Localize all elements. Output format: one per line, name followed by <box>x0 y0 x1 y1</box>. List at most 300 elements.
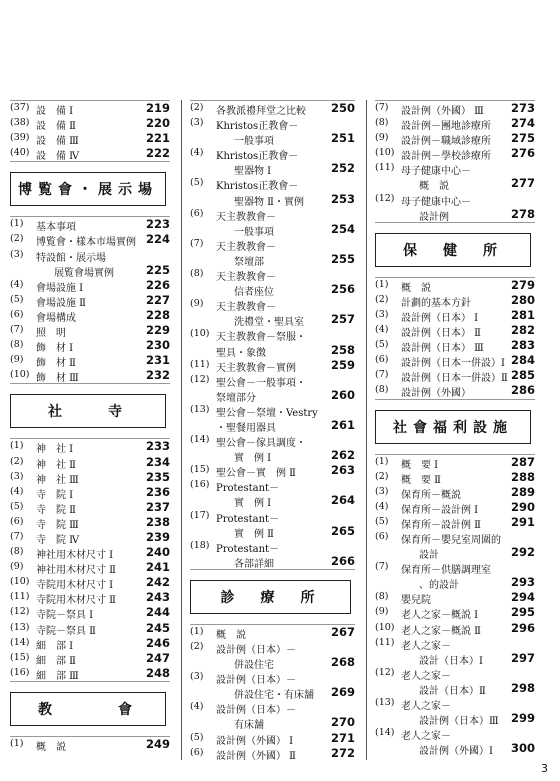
entry-page: 266 <box>330 553 355 568</box>
entry-title: 一般事項 <box>234 226 274 238</box>
entry-number: (6) <box>190 207 204 219</box>
section-heading: 社 寺 <box>10 394 166 428</box>
index-entry <box>375 383 535 398</box>
entry-title: 神社用木材尺寸 Ⅰ <box>36 550 114 562</box>
entry-title: Protestant－ <box>216 543 280 555</box>
index-entry <box>190 448 355 463</box>
index-entry <box>10 515 170 530</box>
entry-number: (9) <box>375 606 389 618</box>
entry-title: 神 社 Ⅰ <box>36 444 74 456</box>
entry-page: 294 <box>510 590 535 605</box>
entry-title: Khristos正教會－ <box>216 121 299 133</box>
entry-title: 祭壇部分 <box>216 392 256 404</box>
entry-title: 概 要 Ⅱ <box>401 474 441 486</box>
entry-number: (2) <box>190 102 204 113</box>
entry-number: (3) <box>190 117 204 129</box>
entry-title: 設計（日本）Ⅱ <box>419 685 486 697</box>
entry-number: (12) <box>10 606 30 618</box>
entry-number: (3) <box>375 485 389 497</box>
entry-page: 235 <box>145 469 170 484</box>
entry-title: 設 備 Ⅱ <box>36 121 76 133</box>
entry-page: 251 <box>330 131 355 146</box>
entry-page: 220 <box>145 116 170 131</box>
index-entry <box>10 737 170 752</box>
entry-number: (6) <box>375 530 389 542</box>
entry-title: 特設館・展示場 <box>36 252 106 264</box>
index-entry <box>190 478 355 493</box>
entry-number: (8) <box>375 591 389 603</box>
index-entry <box>375 116 535 131</box>
entry-number: (9) <box>375 132 389 144</box>
entry-title: 聖器物 Ⅱ・實例 <box>234 196 304 208</box>
entry-number: (1) <box>375 455 389 467</box>
index-entry <box>190 731 355 746</box>
entry-title: 展覧會場實例 <box>54 267 114 279</box>
entry-page: 225 <box>145 262 170 277</box>
index-entry <box>10 323 170 338</box>
index-entry <box>375 323 535 338</box>
entry-title: 概 説 <box>36 741 66 753</box>
entry-page: 287 <box>510 454 535 469</box>
entry-page: 222 <box>145 146 170 161</box>
entry-page: 236 <box>145 484 170 499</box>
entry-page: 264 <box>330 493 355 508</box>
entry-title: 設計例（日本） Ⅱ <box>401 328 481 340</box>
entry-number: (4) <box>375 500 389 512</box>
entry-title: 博覧會・樣本市場實例 <box>36 237 136 249</box>
index-column-1 <box>10 100 170 752</box>
entry-page: 282 <box>510 323 535 338</box>
entry-page: 275 <box>510 131 535 146</box>
entry-page: 249 <box>145 736 170 751</box>
section-heading: 保 健 所 <box>375 233 531 267</box>
entry-page: 274 <box>510 116 535 131</box>
index-entry <box>375 101 535 116</box>
entry-page: 283 <box>510 338 535 353</box>
entry-number: (1) <box>190 625 204 637</box>
entry-number: (3) <box>10 248 24 260</box>
entry-page: 259 <box>330 357 355 372</box>
entry-page: 221 <box>145 131 170 146</box>
index-entry <box>10 308 170 323</box>
section-heading: 教 會 <box>10 692 166 726</box>
entry-number: (3) <box>375 308 389 320</box>
entry-page: 253 <box>330 191 355 206</box>
index-entry <box>375 207 535 222</box>
entry-title: 寺 院 Ⅰ <box>36 489 74 501</box>
entry-page: 243 <box>145 590 170 605</box>
index-entry <box>190 655 355 670</box>
index-entry <box>190 554 355 569</box>
index-entry <box>375 308 535 323</box>
entry-title: 基本事項 <box>36 222 76 234</box>
index-entry <box>190 539 355 554</box>
entry-page: 223 <box>145 217 170 232</box>
entry-page: 292 <box>510 545 535 560</box>
entry-page: 247 <box>145 650 170 665</box>
index-entry <box>375 278 535 293</box>
entry-page: 290 <box>510 499 535 514</box>
entry-title: 保育所－概説 <box>401 489 461 501</box>
entry-number: (15) <box>190 464 210 476</box>
index-entry <box>375 146 535 161</box>
index-entry <box>10 101 170 116</box>
entry-page: 284 <box>510 353 535 368</box>
entry-title: Khristos正教會－ <box>216 181 299 193</box>
entry-number: (12) <box>375 192 395 204</box>
index-entry <box>10 590 170 605</box>
entry-title: 設計例（日本） Ⅲ <box>401 343 484 355</box>
index-entry <box>190 282 355 297</box>
index-entry <box>10 116 170 131</box>
entry-number: (18) <box>190 539 210 551</box>
index-entry <box>10 146 170 161</box>
index-entry <box>375 293 535 308</box>
entry-title: 寺 院 Ⅲ <box>36 519 79 531</box>
entry-title: 老人之家－概説 Ⅱ <box>401 625 481 637</box>
entry-page: 269 <box>330 685 355 700</box>
entry-number: (13) <box>190 403 210 415</box>
entry-number: (12) <box>375 666 395 678</box>
index-entry <box>190 267 355 282</box>
entry-title: 天主教教會－ <box>216 211 276 223</box>
entry-title: 設 備 Ⅰ <box>36 106 74 117</box>
entry-title: 神 社 Ⅲ <box>36 474 79 486</box>
index-entry <box>375 726 535 741</box>
index-entry <box>10 278 170 293</box>
entry-title: 信者座位 <box>234 287 274 299</box>
index-entry <box>375 666 535 681</box>
entry-page: 285 <box>510 368 535 383</box>
entry-title: 老人之家－ <box>401 701 451 712</box>
entry-title: 設計例（日本）－ <box>216 645 296 656</box>
entry-number: (2) <box>10 233 24 245</box>
entry-title: 聖公會－祭壇・Vestry <box>216 407 318 419</box>
entry-title: 各部詳細 <box>234 558 274 570</box>
entry-title: 設計例－團地診療所 <box>401 121 491 133</box>
entry-title: 天主教教會－實例 <box>216 362 296 374</box>
entry-title: 設 備 Ⅲ <box>36 136 79 148</box>
entry-number: (7) <box>375 561 389 573</box>
entry-number: (4) <box>375 324 389 336</box>
index-entry <box>375 368 535 383</box>
entry-page: 280 <box>510 292 535 307</box>
entry-title: 設計例 <box>419 211 449 223</box>
index-entry <box>10 651 170 666</box>
entry-title: 聖具・象徴 <box>216 347 266 359</box>
entry-number: (7) <box>10 324 24 336</box>
entry-title: 天主教教會－祭服・ <box>216 332 306 344</box>
entry-title: 設計例（日本）Ⅲ <box>419 716 499 728</box>
entry-page: 261 <box>330 417 355 432</box>
entry-title: 飾 材 Ⅱ <box>36 358 76 370</box>
entry-page: 278 <box>510 206 535 221</box>
index-entry <box>190 192 355 207</box>
entry-number: (10) <box>375 621 395 633</box>
section-rule <box>10 161 170 162</box>
entry-title: 老人之家－ <box>401 640 451 652</box>
entry-title: 設計例（外國） <box>401 388 471 400</box>
entry-page: 298 <box>510 680 535 695</box>
entry-title: 神社用木材尺寸 Ⅱ <box>36 565 116 577</box>
entry-title: 寺院用木材尺寸 Ⅱ <box>36 595 116 607</box>
entry-page: 250 <box>330 101 355 115</box>
index-entry <box>10 485 170 500</box>
index-entry <box>375 741 535 756</box>
index-entry <box>10 368 170 383</box>
index-column-2 <box>190 100 355 761</box>
entry-page: 300 <box>510 741 535 756</box>
entry-title: 寺 院 Ⅳ <box>36 534 80 546</box>
index-entry <box>375 560 535 575</box>
entry-number: (2) <box>375 470 389 482</box>
entry-page: 244 <box>145 605 170 620</box>
index-entry <box>10 131 170 146</box>
entry-number: (10) <box>10 576 30 588</box>
entry-number: (5) <box>375 515 389 527</box>
index-entry <box>190 327 355 342</box>
entry-page: 270 <box>330 715 355 730</box>
index-entry <box>190 101 355 116</box>
index-entry <box>375 131 535 146</box>
entry-title: 天主教教會－ <box>216 241 276 253</box>
entry-title: 聖器物 Ⅰ <box>234 166 272 178</box>
index-entry <box>375 176 535 191</box>
index-entry <box>190 237 355 252</box>
index-entry <box>10 545 170 560</box>
entry-number: (1) <box>10 440 24 452</box>
entry-page: 263 <box>330 463 355 478</box>
entry-number: (2) <box>375 293 389 305</box>
entry-number: (5) <box>10 500 24 512</box>
entry-title: 神 社 Ⅱ <box>36 459 76 471</box>
section-rule <box>10 681 170 682</box>
index-entry <box>190 146 355 161</box>
entry-title: 設計 <box>419 550 439 562</box>
entry-number: (6) <box>10 308 24 320</box>
entry-number: (8) <box>375 117 389 129</box>
index-entry <box>190 176 355 191</box>
entry-title: 洗禮堂・聖具室 <box>234 317 304 329</box>
index-entry <box>375 590 535 605</box>
index-entry <box>190 116 355 131</box>
index-entry <box>10 530 170 545</box>
entry-title: 設計例（日本） Ⅰ <box>401 312 479 324</box>
entry-title: 設 備 Ⅳ <box>36 151 80 163</box>
entry-page: 279 <box>510 277 535 292</box>
entry-title: 寺院用木材尺寸 Ⅰ <box>36 580 114 592</box>
entry-number: (4) <box>190 701 204 713</box>
entry-page: 273 <box>510 101 535 115</box>
entry-page: 232 <box>145 368 170 383</box>
entry-number: (16) <box>10 666 30 678</box>
entry-page: 258 <box>330 342 355 357</box>
index-entry <box>10 500 170 515</box>
entry-number: (16) <box>190 479 210 491</box>
entry-page: 276 <box>510 146 535 161</box>
entry-page: 265 <box>330 523 355 538</box>
index-entry <box>375 651 535 666</box>
index-entry <box>190 343 355 358</box>
index-entry <box>10 455 170 470</box>
index-entry <box>10 338 170 353</box>
index-entry <box>375 353 535 368</box>
entry-title: 寺 院 Ⅱ <box>36 504 76 516</box>
entry-number: (14) <box>10 636 30 648</box>
entry-number: (7) <box>375 102 389 113</box>
entry-title: 老人之家－ <box>401 731 451 743</box>
entry-number: (11) <box>10 591 30 603</box>
entry-page: 286 <box>510 383 535 398</box>
index-entry <box>10 232 170 247</box>
index-entry <box>190 625 355 640</box>
entry-number: (8) <box>10 339 24 351</box>
entry-number: (6) <box>375 354 389 366</box>
index-entry <box>375 696 535 711</box>
entry-page: 231 <box>145 353 170 368</box>
entry-page: 299 <box>510 711 535 726</box>
index-entry <box>190 670 355 685</box>
section-heading: 社會福利設施 <box>375 410 531 444</box>
index-entry <box>190 403 355 418</box>
column-divider <box>181 100 182 760</box>
entry-number: (8) <box>10 546 24 558</box>
entry-number: (3) <box>190 671 204 683</box>
entry-page: 289 <box>510 484 535 499</box>
entry-number: (5) <box>10 293 24 305</box>
entry-page: 267 <box>330 624 355 639</box>
entry-number: (14) <box>190 434 210 446</box>
entry-title: 會場設施 Ⅱ <box>36 297 86 309</box>
entry-title: 概 説 <box>401 282 431 294</box>
index-entry <box>375 711 535 726</box>
entry-number: (9) <box>190 298 204 310</box>
index-entry <box>190 463 355 478</box>
entry-page: 297 <box>510 650 535 665</box>
entry-page: 262 <box>330 448 355 463</box>
entry-number: (4) <box>10 485 24 497</box>
entry-title: 照 明 <box>36 328 66 340</box>
index-entry <box>375 621 535 636</box>
entry-page: 238 <box>145 514 170 529</box>
entry-number: (17) <box>190 509 210 521</box>
index-entry <box>10 217 170 232</box>
entry-title: 設計例（外國） Ⅲ <box>401 106 484 117</box>
entry-number: (12) <box>190 373 210 385</box>
index-entry <box>190 524 355 539</box>
index-entry <box>190 509 355 524</box>
entry-title: 設計例（日本一併設）Ⅱ <box>401 373 508 385</box>
entry-number: (7) <box>190 237 204 249</box>
entry-title: 天主教教會－ <box>216 302 276 314</box>
entry-title: 設計例（日本一併設）Ⅰ <box>401 358 505 370</box>
entry-number: (6) <box>10 515 24 527</box>
page-number: 3 <box>541 762 548 775</box>
index-entry <box>10 293 170 308</box>
entry-number: (10) <box>10 369 30 381</box>
entry-number: (5) <box>375 339 389 351</box>
index-entry <box>10 621 170 636</box>
entry-title: 聖公會－傢具調度・ <box>216 438 306 450</box>
entry-page: 255 <box>330 251 355 266</box>
index-entry <box>190 252 355 267</box>
entry-title: 保育所－嬰兒室周圍的 <box>401 534 501 546</box>
index-entry <box>10 470 170 485</box>
entry-title: 祭壇部 <box>234 256 264 268</box>
entry-title: 母子健康中心－ <box>401 166 471 178</box>
index-entry <box>375 545 535 560</box>
index-entry <box>190 161 355 176</box>
index-entry <box>375 485 535 500</box>
index-entry <box>10 666 170 681</box>
entry-title: 併設住宅 <box>234 660 274 672</box>
entry-title: 設計例－職域診療所 <box>401 136 491 148</box>
entry-number: (6) <box>190 746 204 758</box>
index-column-3 <box>375 100 535 756</box>
entry-page: 229 <box>145 323 170 338</box>
index-entry <box>375 605 535 620</box>
entry-number: (40) <box>10 147 30 159</box>
entry-title: 設計（日本）Ⅰ <box>419 655 483 667</box>
entry-page: 246 <box>145 635 170 650</box>
entry-number: (10) <box>190 328 210 340</box>
entry-page: 233 <box>145 439 170 454</box>
entry-page: 256 <box>330 282 355 297</box>
entry-title: 概 説 <box>419 181 449 193</box>
entry-title: 實 例 Ⅰ <box>234 498 272 510</box>
entry-title: 計劃的基本方針 <box>401 297 471 309</box>
entry-number: (4) <box>10 278 24 290</box>
index-entry <box>190 373 355 388</box>
index-entry <box>190 358 355 373</box>
entry-title: 設計例（外國）Ⅰ <box>419 746 493 758</box>
entry-number: (8) <box>375 384 389 396</box>
entry-number: (7) <box>375 369 389 381</box>
entry-page: 271 <box>330 730 355 745</box>
entry-title: 嬰兒院 <box>401 595 431 607</box>
section-heading: 博覧會・展示場 <box>10 172 166 206</box>
entry-title: 寺院－祭具 Ⅰ <box>36 610 94 622</box>
entry-title: 設計例（外國） Ⅰ <box>216 735 294 747</box>
entry-number: (3) <box>10 470 24 482</box>
entry-title: 實 例 Ⅰ <box>234 453 272 465</box>
entry-page: 230 <box>145 338 170 353</box>
entry-title: 細 部 Ⅲ <box>36 670 79 682</box>
entry-number: (11) <box>375 636 395 648</box>
entry-page: 224 <box>145 232 170 247</box>
index-entry <box>190 433 355 448</box>
entry-number: (1) <box>10 737 24 749</box>
entry-page: 226 <box>145 277 170 292</box>
section-rule <box>375 222 535 223</box>
index-entry <box>190 222 355 237</box>
entry-page: 241 <box>145 560 170 575</box>
entry-page: 245 <box>145 620 170 635</box>
entry-title: 、的設計 <box>419 580 459 592</box>
entry-page: 268 <box>330 655 355 670</box>
index-entry <box>190 700 355 715</box>
index-entry <box>190 297 355 312</box>
entry-title: 老人之家－概説 Ⅰ <box>401 610 479 622</box>
entry-number: (4) <box>190 147 204 159</box>
entry-page: 295 <box>510 605 535 620</box>
index-entry <box>190 640 355 655</box>
index-entry <box>375 500 535 515</box>
entry-number: (11) <box>375 162 395 174</box>
entry-title: 有床舗 <box>234 720 264 732</box>
index-entry <box>375 530 535 545</box>
entry-title: 設計例（外國） Ⅱ <box>216 750 296 762</box>
